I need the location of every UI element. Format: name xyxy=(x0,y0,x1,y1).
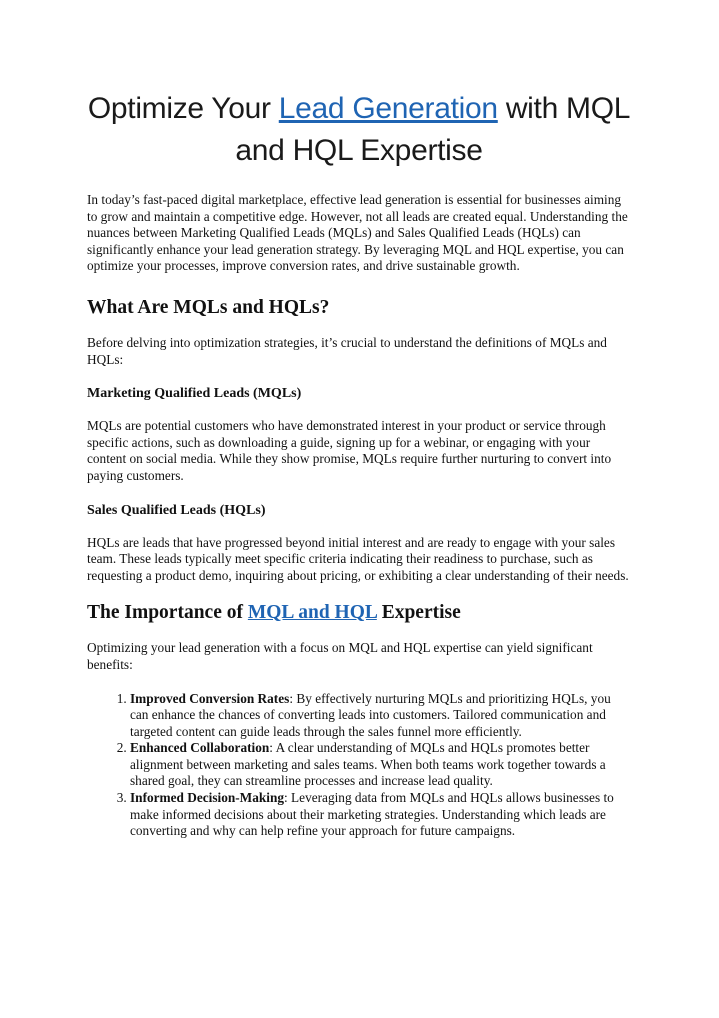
importance-heading-before: The Importance of xyxy=(87,602,248,624)
title-text-after: with MQL and HQL Expertise xyxy=(235,92,631,167)
benefit-title: Informed Decision-Making xyxy=(130,790,285,806)
importance-paragraph: Optimizing your lead generation with a focus on MQL and HQL expertise can yield significant benefits: xyxy=(87,640,593,672)
benefit-text: : A clear understanding of MQLs and HQLs promotes better alignment between marketing and sales teams. When both teams work together towards a shared goal, they can streamline processes and increase lead quality. xyxy=(130,740,606,789)
section-heading-importance xyxy=(87,601,631,625)
list-item xyxy=(130,740,631,790)
importance-heading-after: Expertise xyxy=(376,602,461,624)
list-item xyxy=(130,691,631,741)
mql-paragraph: MQLs are potential customers who have demonstrated interest in your product or service through specific actions, such as downloading a guide, signing up for a webinar, or engaging with your content on social media. While they show promise, MQLs require further nurturing to convert into paying customers. xyxy=(87,418,612,483)
title-text-before: Optimize Your xyxy=(87,92,279,125)
benefit-title: Improved Conversion Rates xyxy=(130,690,290,706)
hql-paragraph: HQLs are leads that have progressed beyond initial interest and are ready to engage with your sales team. These leads typically meet specific criteria indicating their readiness to purchase, such as requesting a product demo, inquiring about pricing, or exhibiting a clear understanding of their needs. xyxy=(87,534,629,583)
section-heading-what-are: What Are MQLs and HQLs? xyxy=(87,296,330,318)
intro-paragraph: In today’s fast-paced digital marketplace, effective lead generation is essential for businesses aiming to grow and maintain a competitive edge. However, not all leads are created equal. Understanding the nuances between Marketing Qualified Leads (MQLs) and Sales Qualified Leads (HQLs) can significantly enhance your lead generation strategy. By leveraging MQL and HQL expertise, you can optimize your processes, improve conversion rates, and drive sustainable growth. xyxy=(87,192,628,274)
subheading-mql: Marketing Qualified Leads (MQLs) xyxy=(87,386,302,402)
benefit-title: Enhanced Collaboration xyxy=(130,740,270,756)
subheading-hql: Sales Qualified Leads (HQLs) xyxy=(87,502,266,518)
benefit-text: : Leveraging data from MQLs and HQLs allows businesses to make informed decisions about their marketing strategies. Understanding which leads are converting and why can help refine your approach for future campaigns. xyxy=(130,790,614,839)
section-what-are-text: Before delving into optimization strategies, it’s crucial to understand the definitions of MQLs and HQLs: xyxy=(87,334,607,367)
mql-hql-link[interactable]: MQL and HQL xyxy=(247,602,377,624)
benefits-list xyxy=(87,691,631,840)
page-title xyxy=(87,88,631,172)
benefit-text: : By effectively nurturing MQLs and prioritizing HQLs, you can enhance the chances of converting leads into customers. Tailored communication and targeted content can guide leads through the sales funnel more efficiently. xyxy=(130,690,611,739)
list-item xyxy=(130,790,631,840)
lead-generation-link[interactable]: Lead Generation xyxy=(278,92,498,125)
